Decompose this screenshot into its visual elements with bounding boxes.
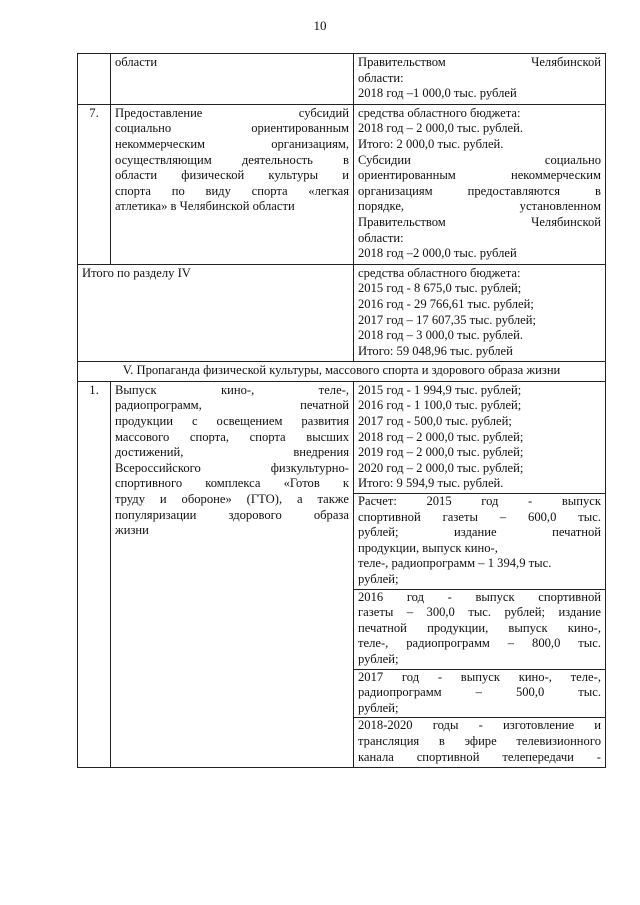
funding-subblock <box>354 493 605 588</box>
text-line: спортивной газеты – 600,0 тыс. <box>358 509 601 524</box>
text-line: жизни <box>115 523 149 538</box>
text-line: 2019 год – 2 000,0 тыс. рублей; <box>358 445 524 460</box>
text-line: теле-, радиопрограмм – 1 394,9 тыс. <box>358 556 552 571</box>
text-line: Выпуск кино-, теле-, <box>115 382 349 397</box>
text-line: радиопрограмм, печатной <box>115 398 349 413</box>
section-heading: V. Пропаганда физической культуры, массового спорта и здорового образа жизни <box>78 362 606 382</box>
row-number: 1. <box>78 381 111 767</box>
text-line: массового спорта, спорта высших <box>115 429 349 444</box>
text-line: Правительством Челябинской <box>358 55 601 69</box>
measure-description: области <box>111 54 354 105</box>
text-line: теле-, радиопрограмм – 800,0 тыс. <box>358 636 601 651</box>
text-line: 2016 год - выпуск спортивной <box>358 589 601 604</box>
text-line: спортивного комплекса «Готов к <box>115 476 349 491</box>
text-line: 2018 год – 3 000,0 тыс. рублей. <box>358 328 524 343</box>
text-line: Субсидии социально <box>358 152 601 167</box>
text-line: 2018 год – 2 000,0 тыс. рублей; <box>358 429 524 444</box>
measure-description <box>111 381 354 767</box>
text-line: осуществляющим деятельность в <box>115 152 349 167</box>
page-number: 10 <box>313 18 327 33</box>
funding-details <box>354 104 606 264</box>
section-total-label: Итого по разделу IV <box>78 264 354 362</box>
text-line: средства областного бюджета: <box>358 105 521 120</box>
text-line: Итого: 2 000,0 тыс. рублей. <box>358 136 504 151</box>
text-line: организациям предоставляются в <box>358 183 601 198</box>
text-line: 2018 год – 2 000,0 тыс. рублей. <box>358 121 524 136</box>
text-line: канала спортивной телепередачи - <box>358 749 601 764</box>
funding-subblock <box>354 589 605 668</box>
text-line: 2016 год - 29 766,61 тыс. рублей; <box>358 296 534 311</box>
funding-subblock <box>354 669 605 717</box>
text-line: некоммерческим организациям, <box>115 136 349 151</box>
text-line: 2018 год –2 000,0 тыс. рублей <box>358 246 517 261</box>
text-line: трансляция в эфире телевизионного <box>358 733 601 748</box>
row-number: 7. <box>78 104 111 264</box>
text-line: Всероссийского физкультурно- <box>115 460 349 475</box>
text-line: 2017 год - 500,0 тыс. рублей; <box>358 414 512 429</box>
text-line: печатной продукции, выпуск кино-, <box>358 620 601 635</box>
text-line: социально ориентированным <box>115 121 349 136</box>
text-line: атлетика» в Челябинской области <box>115 199 295 214</box>
text-line: порядке, установленном <box>358 199 601 214</box>
text-line: рублей; <box>358 651 399 666</box>
text-line: радиопрограмм – 500,0 тыс. <box>358 685 601 700</box>
text-line: Итого: 59 048,96 тыс. рублей <box>358 343 513 358</box>
text-line: рублей; <box>358 572 399 586</box>
funding-subblock <box>354 717 605 765</box>
funding-details <box>354 54 606 105</box>
text-line: рублей; <box>358 700 399 715</box>
text-line: Итого: 9 594,9 тыс. рублей. <box>358 476 504 491</box>
text-line: области: <box>358 70 404 85</box>
text-line: 2018 год –1 000,0 тыс. рублей <box>358 86 517 101</box>
text-line: Расчет: 2015 год - выпуск <box>358 494 601 509</box>
text-line: ориентированным некоммерческим <box>358 168 601 183</box>
funding-subblock <box>358 383 601 492</box>
text-line: спорта по виду спорта «легкая <box>115 183 349 198</box>
text-line: 2016 год - 1 100,0 тыс. рублей; <box>358 398 522 413</box>
text-line: 2020 год – 2 000,0 тыс. рублей; <box>358 460 524 475</box>
text-line: Предоставление субсидий <box>115 105 349 120</box>
text-line: 2015 год - 8 675,0 тыс. рублей; <box>358 281 522 296</box>
text-line: газеты – 300,0 тыс. рублей; издание <box>358 605 601 620</box>
text-line: популяризации здорового образа <box>115 507 349 522</box>
text-line: 2017 год - выпуск кино-, теле-, <box>358 669 601 684</box>
text-line: рублей; издание печатной <box>358 525 601 540</box>
section-heading-row <box>78 362 606 382</box>
text-line: 2015 год - 1 994,9 тыс. рублей; <box>358 382 522 397</box>
text-line: области физической культуры и <box>115 168 349 183</box>
section-total-details <box>354 264 606 362</box>
row-number <box>78 54 111 105</box>
table-row <box>78 54 606 105</box>
text-line: области: <box>358 230 404 245</box>
text-line: труду и обороне» (ГТО), а также <box>115 492 349 507</box>
table-row <box>78 381 606 767</box>
text-line: продукции, выпуск кино-, <box>358 540 498 555</box>
text-line: 2017 год – 17 607,35 тыс. рублей; <box>358 312 536 327</box>
measure-description <box>111 104 354 264</box>
text-line: Правительством Челябинской <box>358 214 601 229</box>
program-table <box>77 53 606 768</box>
text-line: достижений, внедрения <box>115 445 349 460</box>
text-line: средства областного бюджета: <box>358 265 521 280</box>
table-row-total <box>78 264 606 362</box>
table-row <box>78 104 606 264</box>
funding-details <box>354 381 606 767</box>
text-line: продукции с освещением развития <box>115 414 349 429</box>
text-line: 2018-2020 годы - изготовление и <box>358 718 601 733</box>
